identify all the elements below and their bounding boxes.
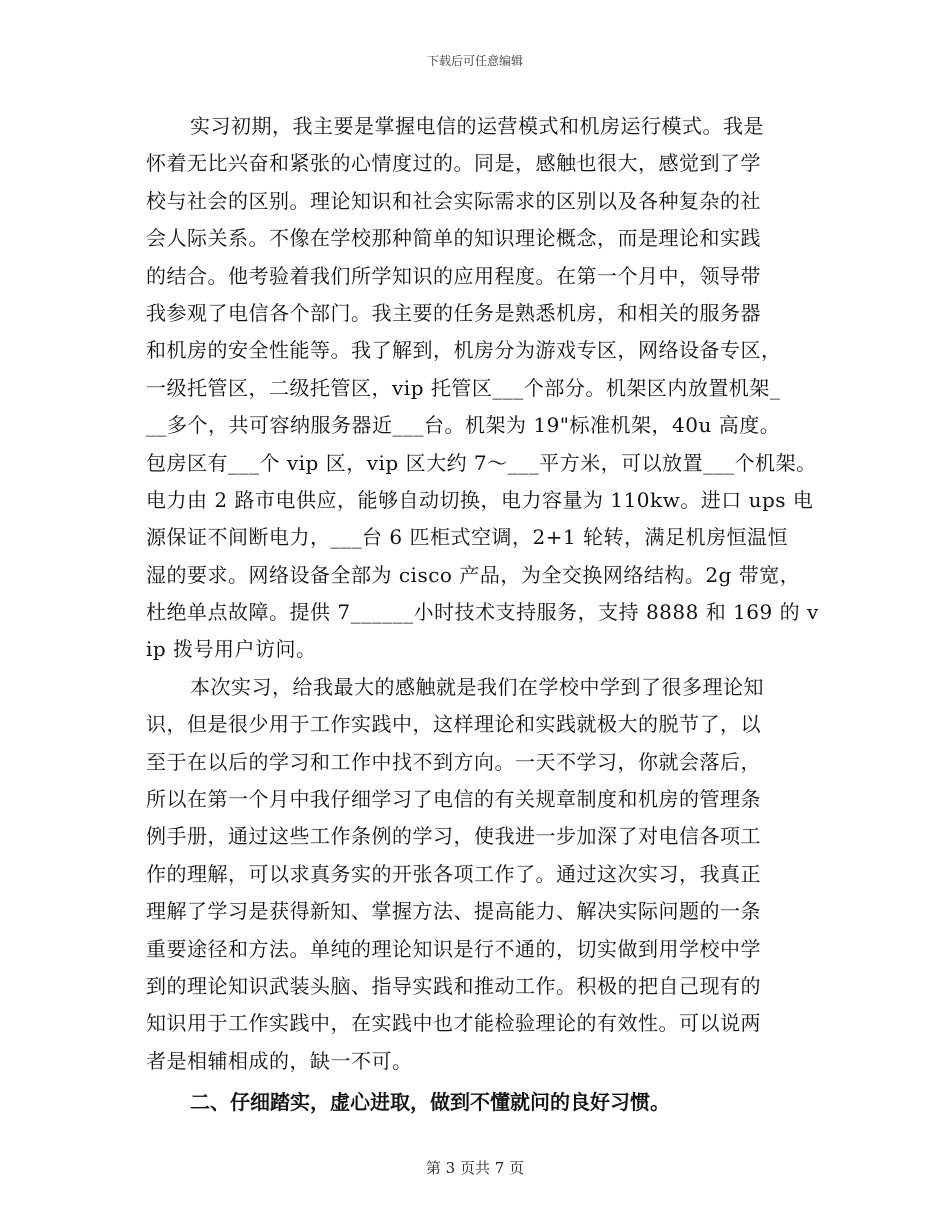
text-line: 例手册，通过这些工作条例的学习，使我进一步加深了对电信各项工 — [146, 824, 761, 849]
text-line: 一级托管区，二级托管区，vip 托管区___个部分。机架区内放置机架_ — [146, 375, 781, 400]
text-line: __多个，共可容纳服务器近___台。机架为 19"标准机架，40u 高度。 — [146, 413, 781, 438]
text-line: 知识用于工作实践中，在实践中也才能检验理论的有效性。可以说两 — [146, 1011, 761, 1036]
text-line: 作的理解，可以求真务实的开张各项工作了。通过这次实习，我真正 — [146, 861, 761, 886]
text-line: 理解了学习是获得新知、掌握方法、提高能力、解决实际问题的一条 — [146, 899, 761, 924]
text-line: ip 拨号用户访问。 — [146, 637, 317, 662]
text-line: 湿的要求。网络设备全部为 cisco 产品，为全交换网络结构。2g 带宽， — [146, 562, 801, 587]
text-line: 者是相辅相成的，缺一不可。 — [146, 1048, 413, 1073]
text-line: 识，但是很少用于工作实践中，这样理论和实践就极大的脱节了，以 — [146, 712, 761, 737]
text-line: 重要途径和方法。单纯的理论知识是行不通的，切实做到用学校中学 — [146, 936, 761, 961]
text-line: 的结合。他考验着我们所学知识的应用程度。在第一个月中，领导带 — [146, 263, 761, 288]
text-line: 至于在以后的学习和工作中找不到方向。一天不学习，你就会落后， — [146, 749, 761, 774]
text-line: 实习初期，我主要是掌握电信的运营模式和机房运行模式。我是 — [190, 114, 764, 138]
section-heading: 二、仔细踏实，虚心进取，做到不懂就问的良好习惯。 — [190, 1090, 670, 1115]
text-line: 所以在第一个月中我仔细学习了电信的有关规章制度和机房的管理条 — [146, 787, 761, 812]
text-line: 杜绝单点故障。提供 7______小时技术支持服务，支持 8888 和 169 的 v — [146, 600, 819, 625]
document-body — [146, 108, 826, 1122]
paragraph-2 — [146, 669, 826, 1080]
text-line: 和机房的安全性能等。我了解到，机房分为游戏专区，网络设备专区， — [146, 338, 782, 363]
text-line: 校与社会的区别。理论知识和社会实际需求的区别以及各种复杂的社 — [146, 188, 761, 213]
text-line: 怀着无比兴奋和紧张的心情度过的。同是，感触也很大，感觉到了学 — [146, 151, 761, 176]
text-line: 到的理论知识武装头脑、指导实践和推动工作。积极的把自己现有的 — [146, 973, 761, 998]
page-footer: 第 3 页共 7 页 — [425, 1159, 525, 1177]
text-line: 源保证不间断电力，___台 6 匹柜式空调，2+1 轮转，满足机房恒温恒 — [146, 525, 789, 550]
page-header: 下载后可任意编辑 — [426, 54, 523, 68]
text-line: 电力由 2 路市电供应，能够自动切换，电力容量为 110kw。进口 ups 电 — [146, 487, 814, 512]
text-line: 我参观了电信各个部门。我主要的任务是熟悉机房，和相关的服务器 — [146, 300, 761, 325]
paragraph-1 — [146, 108, 826, 669]
text-line: 本次实习，给我最大的感触就是我们在学校中学到了很多理论知 — [190, 674, 764, 699]
text-line: 会人际关系。不像在学校那种简单的知识理论概念，而是理论和实践 — [146, 226, 761, 251]
text-line: 包房区有___个 vip 区，vip 区大约 7～___平方米，可以放置___个机架。 — [146, 450, 817, 475]
